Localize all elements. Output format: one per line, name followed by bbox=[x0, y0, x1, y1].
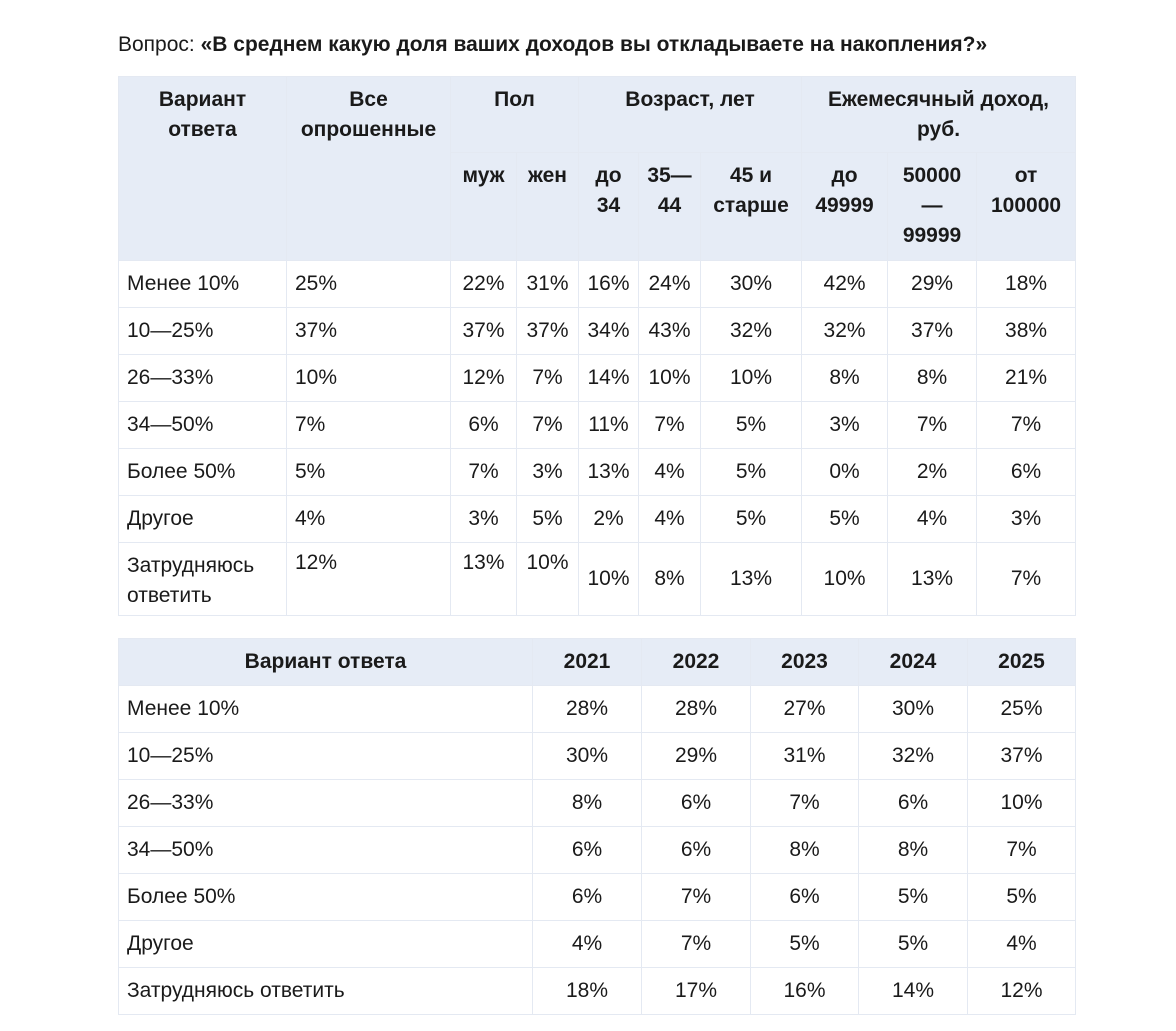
table-row bbox=[119, 968, 1076, 1015]
table-cell: 6% bbox=[642, 827, 751, 874]
table-cell: 10% bbox=[701, 355, 802, 402]
table-cell: 7% bbox=[642, 874, 751, 921]
table-row bbox=[119, 780, 1076, 827]
table-cell: 29% bbox=[642, 733, 751, 780]
table-cell: 7% bbox=[751, 780, 859, 827]
row-label: Менее 10% bbox=[119, 261, 287, 308]
table-row bbox=[119, 733, 1076, 780]
table-row bbox=[119, 496, 1076, 543]
header-income-mid: 50000 — 99999 bbox=[888, 153, 977, 261]
table-cell: 7% bbox=[642, 921, 751, 968]
table-cell: 13% bbox=[451, 543, 517, 616]
table-cell: 10% bbox=[639, 355, 701, 402]
row-label: Более 50% bbox=[119, 449, 287, 496]
table-row bbox=[119, 355, 1076, 402]
row-label: Более 50% bbox=[119, 874, 533, 921]
row-label: Затрудняюсь ответить bbox=[119, 543, 287, 616]
table-cell: 3% bbox=[802, 402, 888, 449]
table-row bbox=[119, 827, 1076, 874]
table-cell: 8% bbox=[859, 827, 968, 874]
table2-body bbox=[119, 686, 1076, 1015]
table-cell: 7% bbox=[639, 402, 701, 449]
header-answer: Вариант ответа bbox=[119, 639, 533, 686]
row-label: 10—25% bbox=[119, 308, 287, 355]
header-income-low: до 49999 bbox=[802, 153, 888, 261]
row-label: Затрудняюсь ответить bbox=[119, 968, 533, 1015]
table-cell: 25% bbox=[287, 261, 451, 308]
table-cell: 37% bbox=[287, 308, 451, 355]
header-income-high: от 100000 bbox=[977, 153, 1076, 261]
table-cell: 4% bbox=[533, 921, 642, 968]
table2-header-row bbox=[119, 639, 1076, 686]
row-label: 34—50% bbox=[119, 827, 533, 874]
table-cell: 3% bbox=[517, 449, 579, 496]
table-cell: 4% bbox=[287, 496, 451, 543]
table-cell: 12% bbox=[287, 543, 451, 616]
table-cell: 32% bbox=[859, 733, 968, 780]
table-cell: 2% bbox=[579, 496, 639, 543]
header-all: Все опрошенные bbox=[287, 77, 451, 261]
header-year: 2024 bbox=[859, 639, 968, 686]
table-cell: 3% bbox=[451, 496, 517, 543]
header-female: жен bbox=[517, 153, 579, 261]
demographic-breakdown-table bbox=[118, 76, 1076, 616]
table-cell: 3% bbox=[977, 496, 1076, 543]
table-cell: 5% bbox=[701, 449, 802, 496]
header-age-45-plus: 45 и старше bbox=[701, 153, 802, 261]
table-cell: 6% bbox=[642, 780, 751, 827]
table-cell: 6% bbox=[859, 780, 968, 827]
table-cell: 31% bbox=[751, 733, 859, 780]
table-cell: 42% bbox=[802, 261, 888, 308]
table-cell: 4% bbox=[639, 449, 701, 496]
table1-body bbox=[119, 261, 1076, 616]
table-cell: 6% bbox=[751, 874, 859, 921]
table-row bbox=[119, 308, 1076, 355]
table-cell: 7% bbox=[517, 355, 579, 402]
table-cell: 18% bbox=[533, 968, 642, 1015]
row-label: Другое bbox=[119, 921, 533, 968]
table-cell: 5% bbox=[517, 496, 579, 543]
header-male: муж bbox=[451, 153, 517, 261]
table-row bbox=[119, 921, 1076, 968]
table-row bbox=[119, 261, 1076, 308]
yearly-trend-table bbox=[118, 638, 1076, 1015]
header-answer: Вариант ответа bbox=[119, 77, 287, 261]
table-cell: 10% bbox=[579, 543, 639, 616]
table-cell: 4% bbox=[968, 921, 1076, 968]
table-cell: 7% bbox=[977, 402, 1076, 449]
table-cell: 28% bbox=[533, 686, 642, 733]
table-cell: 14% bbox=[859, 968, 968, 1015]
table-cell: 28% bbox=[642, 686, 751, 733]
table-cell: 6% bbox=[533, 827, 642, 874]
table-row bbox=[119, 449, 1076, 496]
table-cell: 25% bbox=[968, 686, 1076, 733]
question-prefix: Вопрос: bbox=[118, 33, 201, 56]
row-label: Менее 10% bbox=[119, 686, 533, 733]
header-year: 2025 bbox=[968, 639, 1076, 686]
table-cell: 12% bbox=[451, 355, 517, 402]
table-cell: 8% bbox=[802, 355, 888, 402]
table-cell: 32% bbox=[701, 308, 802, 355]
table-cell: 12% bbox=[968, 968, 1076, 1015]
table-row bbox=[119, 543, 1076, 616]
table-row bbox=[119, 402, 1076, 449]
table-cell: 18% bbox=[977, 261, 1076, 308]
table-cell: 0% bbox=[802, 449, 888, 496]
header-gender: Пол bbox=[451, 77, 579, 153]
table-cell: 11% bbox=[579, 402, 639, 449]
row-label: 26—33% bbox=[119, 780, 533, 827]
table-cell: 16% bbox=[751, 968, 859, 1015]
table-cell: 14% bbox=[579, 355, 639, 402]
table-cell: 5% bbox=[859, 874, 968, 921]
header-year: 2023 bbox=[751, 639, 859, 686]
table-cell: 30% bbox=[533, 733, 642, 780]
table-cell: 24% bbox=[639, 261, 701, 308]
table-cell: 38% bbox=[977, 308, 1076, 355]
table-cell: 13% bbox=[701, 543, 802, 616]
table-cell: 10% bbox=[968, 780, 1076, 827]
header-income: Ежемесячный доход, руб. bbox=[802, 77, 1076, 153]
table-cell: 29% bbox=[888, 261, 977, 308]
table-cell: 10% bbox=[287, 355, 451, 402]
table-cell: 16% bbox=[579, 261, 639, 308]
table-cell: 37% bbox=[888, 308, 977, 355]
table-cell: 17% bbox=[642, 968, 751, 1015]
table-cell: 5% bbox=[287, 449, 451, 496]
table-cell: 4% bbox=[888, 496, 977, 543]
table-cell: 21% bbox=[977, 355, 1076, 402]
table-cell: 6% bbox=[977, 449, 1076, 496]
table-cell: 5% bbox=[701, 402, 802, 449]
table-cell: 7% bbox=[977, 543, 1076, 616]
table-cell: 10% bbox=[802, 543, 888, 616]
table-cell: 7% bbox=[968, 827, 1076, 874]
table-cell: 30% bbox=[701, 261, 802, 308]
table-cell: 7% bbox=[287, 402, 451, 449]
row-label: 10—25% bbox=[119, 733, 533, 780]
table-cell: 43% bbox=[639, 308, 701, 355]
row-label: 34—50% bbox=[119, 402, 287, 449]
table-cell: 31% bbox=[517, 261, 579, 308]
table-cell: 5% bbox=[751, 921, 859, 968]
table-cell: 8% bbox=[751, 827, 859, 874]
header-age-under-34: до 34 bbox=[579, 153, 639, 261]
table-cell: 37% bbox=[517, 308, 579, 355]
table-row bbox=[119, 686, 1076, 733]
table-cell: 7% bbox=[888, 402, 977, 449]
table-cell: 13% bbox=[579, 449, 639, 496]
header-year: 2022 bbox=[642, 639, 751, 686]
table-cell: 7% bbox=[517, 402, 579, 449]
header-year: 2021 bbox=[533, 639, 642, 686]
table-cell: 8% bbox=[888, 355, 977, 402]
table-cell: 34% bbox=[579, 308, 639, 355]
table-cell: 13% bbox=[888, 543, 977, 616]
header-age: Возраст, лет bbox=[579, 77, 802, 153]
table-row bbox=[119, 874, 1076, 921]
table-cell: 5% bbox=[802, 496, 888, 543]
question-text: «В среднем какую доля ваших доходов вы откладываете на накопления?» bbox=[200, 33, 988, 56]
table-cell: 37% bbox=[968, 733, 1076, 780]
table-cell: 27% bbox=[751, 686, 859, 733]
table-cell: 5% bbox=[968, 874, 1076, 921]
table-cell: 37% bbox=[451, 308, 517, 355]
table-cell: 30% bbox=[859, 686, 968, 733]
table-cell: 7% bbox=[451, 449, 517, 496]
table-cell: 6% bbox=[533, 874, 642, 921]
table-cell: 10% bbox=[517, 543, 579, 616]
table-cell: 5% bbox=[859, 921, 968, 968]
table-cell: 4% bbox=[639, 496, 701, 543]
header-age-35-44: 35—44 bbox=[639, 153, 701, 261]
table-cell: 8% bbox=[533, 780, 642, 827]
row-label: Другое bbox=[119, 496, 287, 543]
row-label: 26—33% bbox=[119, 355, 287, 402]
table-cell: 22% bbox=[451, 261, 517, 308]
table-cell: 32% bbox=[802, 308, 888, 355]
table-cell: 8% bbox=[639, 543, 701, 616]
table-cell: 5% bbox=[701, 496, 802, 543]
table-cell: 6% bbox=[451, 402, 517, 449]
table-cell: 2% bbox=[888, 449, 977, 496]
